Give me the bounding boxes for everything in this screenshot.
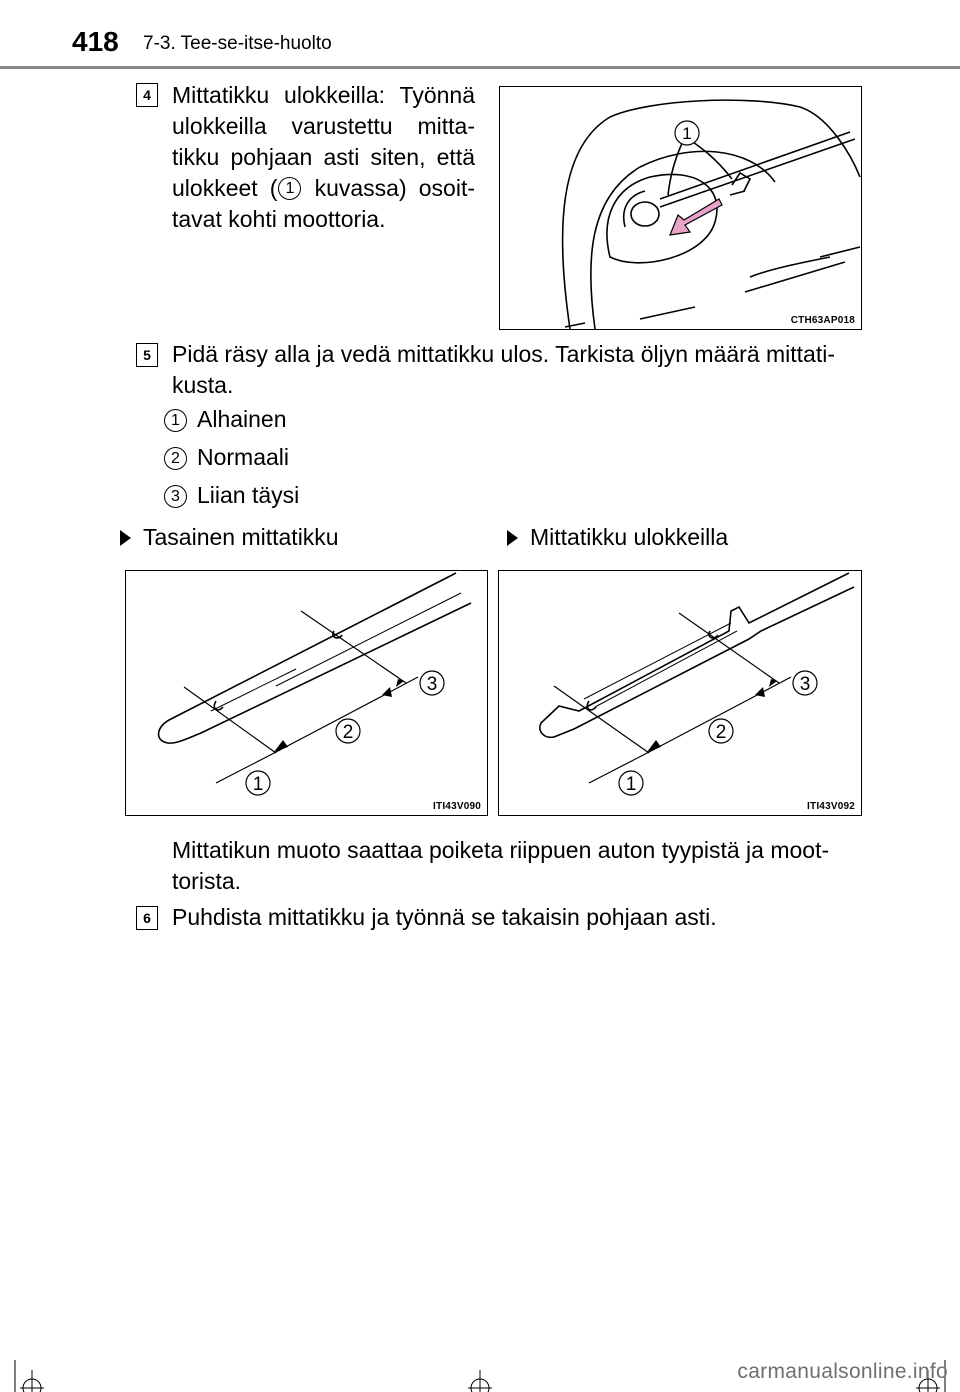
- item-label-too-full: Liian täysi: [197, 482, 300, 508]
- item-number-1: 1: [164, 409, 187, 432]
- dipstick-insertion-illustration: [500, 87, 861, 329]
- step-number-5: 5: [136, 343, 158, 367]
- item-label-low: Alhainen: [197, 406, 287, 432]
- figure-code: ITI43V090: [433, 801, 481, 812]
- note-text: Mittatikun muoto saattaa poiketa riippuen auton tyypistä ja moot- torista.: [172, 837, 830, 894]
- figure-callout-1: 1: [682, 124, 692, 143]
- figure-dipstick-insertion: [499, 86, 862, 330]
- step-number-4: 4: [136, 83, 158, 107]
- step-4-text: [172, 80, 475, 235]
- step-number-6: 6: [136, 906, 158, 930]
- step-4-text-after: kuvassa) osoit- tavat kohti moottoria.: [172, 175, 476, 232]
- callout-3: 3: [799, 674, 811, 695]
- caption-tabbed-dipstick: [507, 523, 728, 551]
- caption-tabbed-dipstick-text: Mittatikku ulokkeilla: [530, 524, 729, 550]
- step-5-text: Pidä räsy alla ja vedä mittatikku ulos. Tarkista öljyn määrä mittati- kusta.: [172, 341, 836, 398]
- figure-code: CTH63AP018: [790, 315, 855, 326]
- tabbed-dipstick-illustration: [499, 571, 861, 815]
- callout-1: 1: [252, 774, 264, 795]
- step-4-inline-callout: 1: [278, 177, 301, 200]
- step-4-text-before: Mittatikku ulokkeilla: Työnnä ulokkeilla varustettu mitta- tikku pohjaan asti siten, että ulokkeet (: [172, 82, 475, 201]
- section-title: 7-3. Tee-se-itse-huolto: [143, 33, 332, 54]
- watermark: carmanualsonline.info: [737, 1360, 948, 1383]
- step-6-text: Puhdista mittatikku ja työnnä se takaisin pohjaan asti.: [172, 904, 717, 930]
- item-number-3: 3: [164, 485, 187, 508]
- callout-1: 1: [625, 774, 637, 795]
- caption-flat-dipstick-text: Tasainen mittatikku: [143, 524, 339, 550]
- figure-tabbed-dipstick: [498, 570, 862, 816]
- figure-code: ITI43V092: [807, 801, 855, 812]
- callout-2: 2: [715, 722, 727, 743]
- triangle-bullet-icon: [507, 530, 518, 546]
- header-divider: [0, 66, 960, 69]
- item-label-normal: Normaali: [197, 444, 290, 470]
- triangle-bullet-icon: [120, 530, 131, 546]
- callout-3: 3: [426, 674, 438, 695]
- caption-flat-dipstick: [120, 523, 339, 551]
- callout-2: 2: [342, 722, 354, 743]
- figure-flat-dipstick: [125, 570, 488, 816]
- page-number: 418: [72, 26, 119, 57]
- item-number-2: 2: [164, 447, 187, 470]
- flat-dipstick-illustration: [126, 571, 487, 815]
